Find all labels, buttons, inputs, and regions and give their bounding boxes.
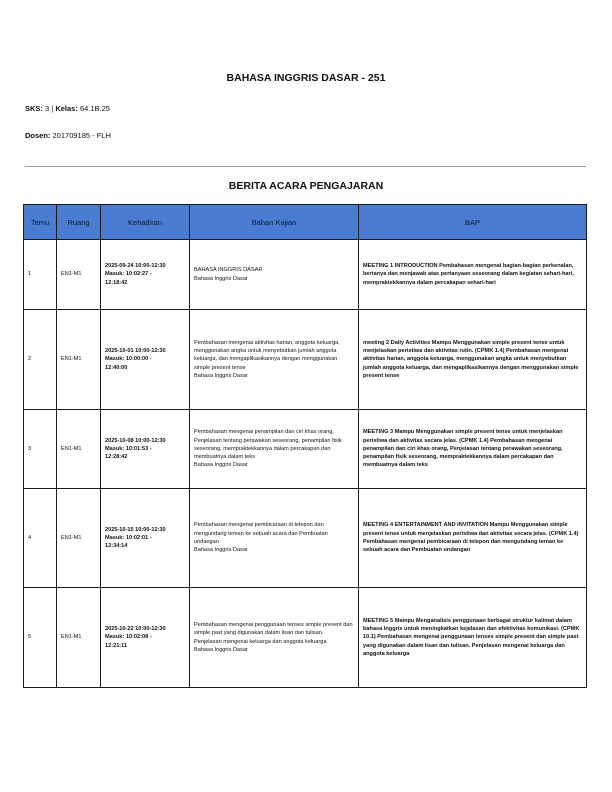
ruang-cell: EN1-M1 [57, 588, 101, 688]
bap-title: MEETING 3 [363, 429, 395, 436]
table-row [24, 489, 587, 588]
kehadiran-cell [101, 310, 190, 410]
bap-table [23, 204, 587, 688]
col-header-kehadiran: Kehadiran [101, 205, 190, 240]
dosen-label: Dosen: [25, 131, 51, 140]
bahan-line: Pembahasan mengenai aktivitas harian, anggota keluarga, menggunakan angka untuk menyebutkan jumlah anggota keluarga, dan mengaplikasikannya dengan menggunakan simple present tense [194, 339, 340, 371]
table-row [24, 310, 587, 410]
kehadiran-cell [101, 489, 190, 588]
bap-title: MEETING 5 [363, 617, 395, 624]
col-header-ruang: Ruang [57, 205, 101, 240]
course-title: BAHASA INGGRIS DASAR - 251 [226, 72, 386, 84]
bahan-line: Pembahasan mengenai pembicaraan di telepon dan mengundang teman ke sebuah acara dan Pembuatan undangan [194, 522, 328, 545]
table-row [24, 410, 587, 489]
bap-title: MEETING 1 INTRODUCTION [363, 263, 440, 270]
bahan-line: Penjelasan mengenai keluarga dan anggota keluarga [194, 638, 327, 645]
bap-title: MEETING 4 ENTERTAINMENT AND INVITATION [363, 522, 490, 529]
bahan-line: Bahasa Inggris Dasar [194, 372, 248, 379]
bahan-line: Pembahasan mengenai penggunaan tenses simple present dan simple past yang digunakan dalam lisan dan tulisan. [194, 621, 353, 637]
kehadiran-line: 12:18:42 [105, 279, 128, 286]
kehadiran-line: Masuk: 10:01:53 - [105, 445, 152, 452]
kehadiran-line: 12:28:42 [105, 454, 128, 461]
kehadiran-line: 2025-10-22 10:00-12:30 [105, 626, 166, 633]
bahan-line: Bahasa Inggris Dasar [194, 275, 248, 282]
kehadiran-line: Masuk: 10:02:08 - [105, 634, 152, 641]
table-body [24, 240, 587, 688]
bap-cell [359, 588, 587, 688]
bahan-kajian-cell [190, 310, 359, 410]
bap-cell [359, 240, 587, 310]
temu-cell: 3 [24, 410, 57, 489]
ruang-cell: EN1-M1 [57, 310, 101, 410]
table-row [24, 240, 587, 310]
ruang-cell: EN1-M1 [57, 410, 101, 489]
kehadiran-cell [101, 240, 190, 310]
sks-label: SKS: [25, 104, 43, 113]
ruang-cell: EN1-M1 [57, 489, 101, 588]
col-header-bap: BAP [359, 205, 587, 240]
temu-cell: 2 [24, 310, 57, 410]
lecturer-line [25, 131, 111, 140]
bap-cell [359, 410, 587, 489]
bahan-kajian-cell [190, 588, 359, 688]
bap-text: Mampu Menganalisis penggunaan berbagai struktur kalimat dalam bahasa Inggris untuk meningkatkan kejelasan dan efektivitas komunikasi. (CPMK 10.1) Pembahasan mengenai penggunaan tenses simple present dan simple past yang digunakan dalam lisan dan tulisan. Penjelasan mengenai keluarga dan anggota keluarga [363, 617, 580, 657]
dosen-value: 201709185 - FLH [52, 131, 111, 140]
kehadiran-cell [101, 410, 190, 489]
kehadiran-line: 2025-10-15 10:00-12:30 [105, 526, 166, 533]
col-header-temu: Temu [24, 205, 57, 240]
divider [25, 166, 586, 167]
bahan-kajian-cell [190, 410, 359, 489]
kehadiran-line: 2025-10-08 10:00-12:30 [105, 437, 166, 444]
kehadiran-line: 2025-09-24 10:00-12:30 [105, 263, 166, 270]
bahan-line: Bahasa Inggris Dasar [194, 462, 248, 469]
kehadiran-line: 12:34:14 [105, 543, 128, 550]
kehadiran-line: Masuk: 10:00:00 - [105, 356, 152, 363]
bahan-kajian-cell [190, 240, 359, 310]
table-row [24, 588, 587, 688]
bahan-line: Pembahasan mengenai penampilan dan ciri khas orang, Penjelasan tentang perawakan seseorang, penampilan fisik seseorang, mempraktekkannya dalam percakapan dan membuatnya dalam teks [194, 429, 342, 461]
temu-cell: 5 [24, 588, 57, 688]
kehadiran-line: 12:21:11 [105, 642, 128, 649]
sks-value: 3 [45, 104, 50, 113]
bahan-line: Bahasa Inggris Dasar [194, 547, 248, 554]
kehadiran-cell [101, 588, 190, 688]
bahan-line: Bahasa Inggris Dasar [194, 646, 248, 653]
course-meta [25, 104, 110, 113]
kehadiran-line: Masuk: 10:02:27 - [105, 271, 152, 278]
kelas-value: 64.1B.25 [79, 104, 110, 113]
kehadiran-line: 12:40:00 [105, 364, 128, 371]
col-header-bahan-kajian: Bahan Kajian [190, 205, 359, 240]
bahan-kajian-cell [190, 489, 359, 588]
temu-cell: 4 [24, 489, 57, 588]
kehadiran-line: Masuk: 10:02:01 - [105, 534, 152, 541]
ruang-cell: EN1-M1 [57, 240, 101, 310]
meta-separator: | [51, 104, 54, 113]
bap-text: Pembahasan mengenai bagian-bagian perkenalan, bertanya dan menjawab atas pertanyaan seseorang dalam kegiatan sehari-hari, mempraktekkannya dalam percakapan sehari-hari [363, 263, 574, 286]
bap-cell [359, 310, 587, 410]
bap-text: meeting 2 Daily Activities Mampu Menggunakan simple present tense untuk menjelaskan peristiwa dan aktivitas rutin. (CPMK 1.4) Pembahasan mengenai aktivitas harian, anggota keluarga, menggunakan angka untuk menyebutkan jumlah anggota keluarga, dan mengaplikasikannya dengan menggunakan simple present tense [363, 339, 579, 379]
kelas-label: Kelas: [55, 104, 78, 113]
table-header-row [24, 205, 587, 240]
temu-cell: 1 [24, 240, 57, 310]
bap-text: Mampu Menggunakan simple present tense untuk menjelaskan peristiwa dan aktivitas secara jelas. (CPMK 1.4) Pembahasan mengenai pembicaraan di telepon dan mengundang teman ke sebuah acara dan Pembuatan undangan [363, 522, 579, 554]
bap-cell [359, 489, 587, 588]
bap-text: Mampu Menggunakan simple present tense untuk menjelaskan peristiwa dan aktivitas secara jelas. (CPMK 1.4) Pembahasan mengenai penampilan dan ciri khas orang, Penjelasan tentang perawakan seseorang, penampilan fisik seseorang, mempraktekkannya dalam percakapan dan membuatnya dalam teks [363, 429, 563, 469]
bahan-line: BAHASA INGGRIS DASAR [194, 267, 263, 274]
kehadiran-line: 2025-10-01 10:00-12:30 [105, 348, 166, 355]
section-title: BERITA ACARA PENGAJARAN [228, 180, 384, 192]
